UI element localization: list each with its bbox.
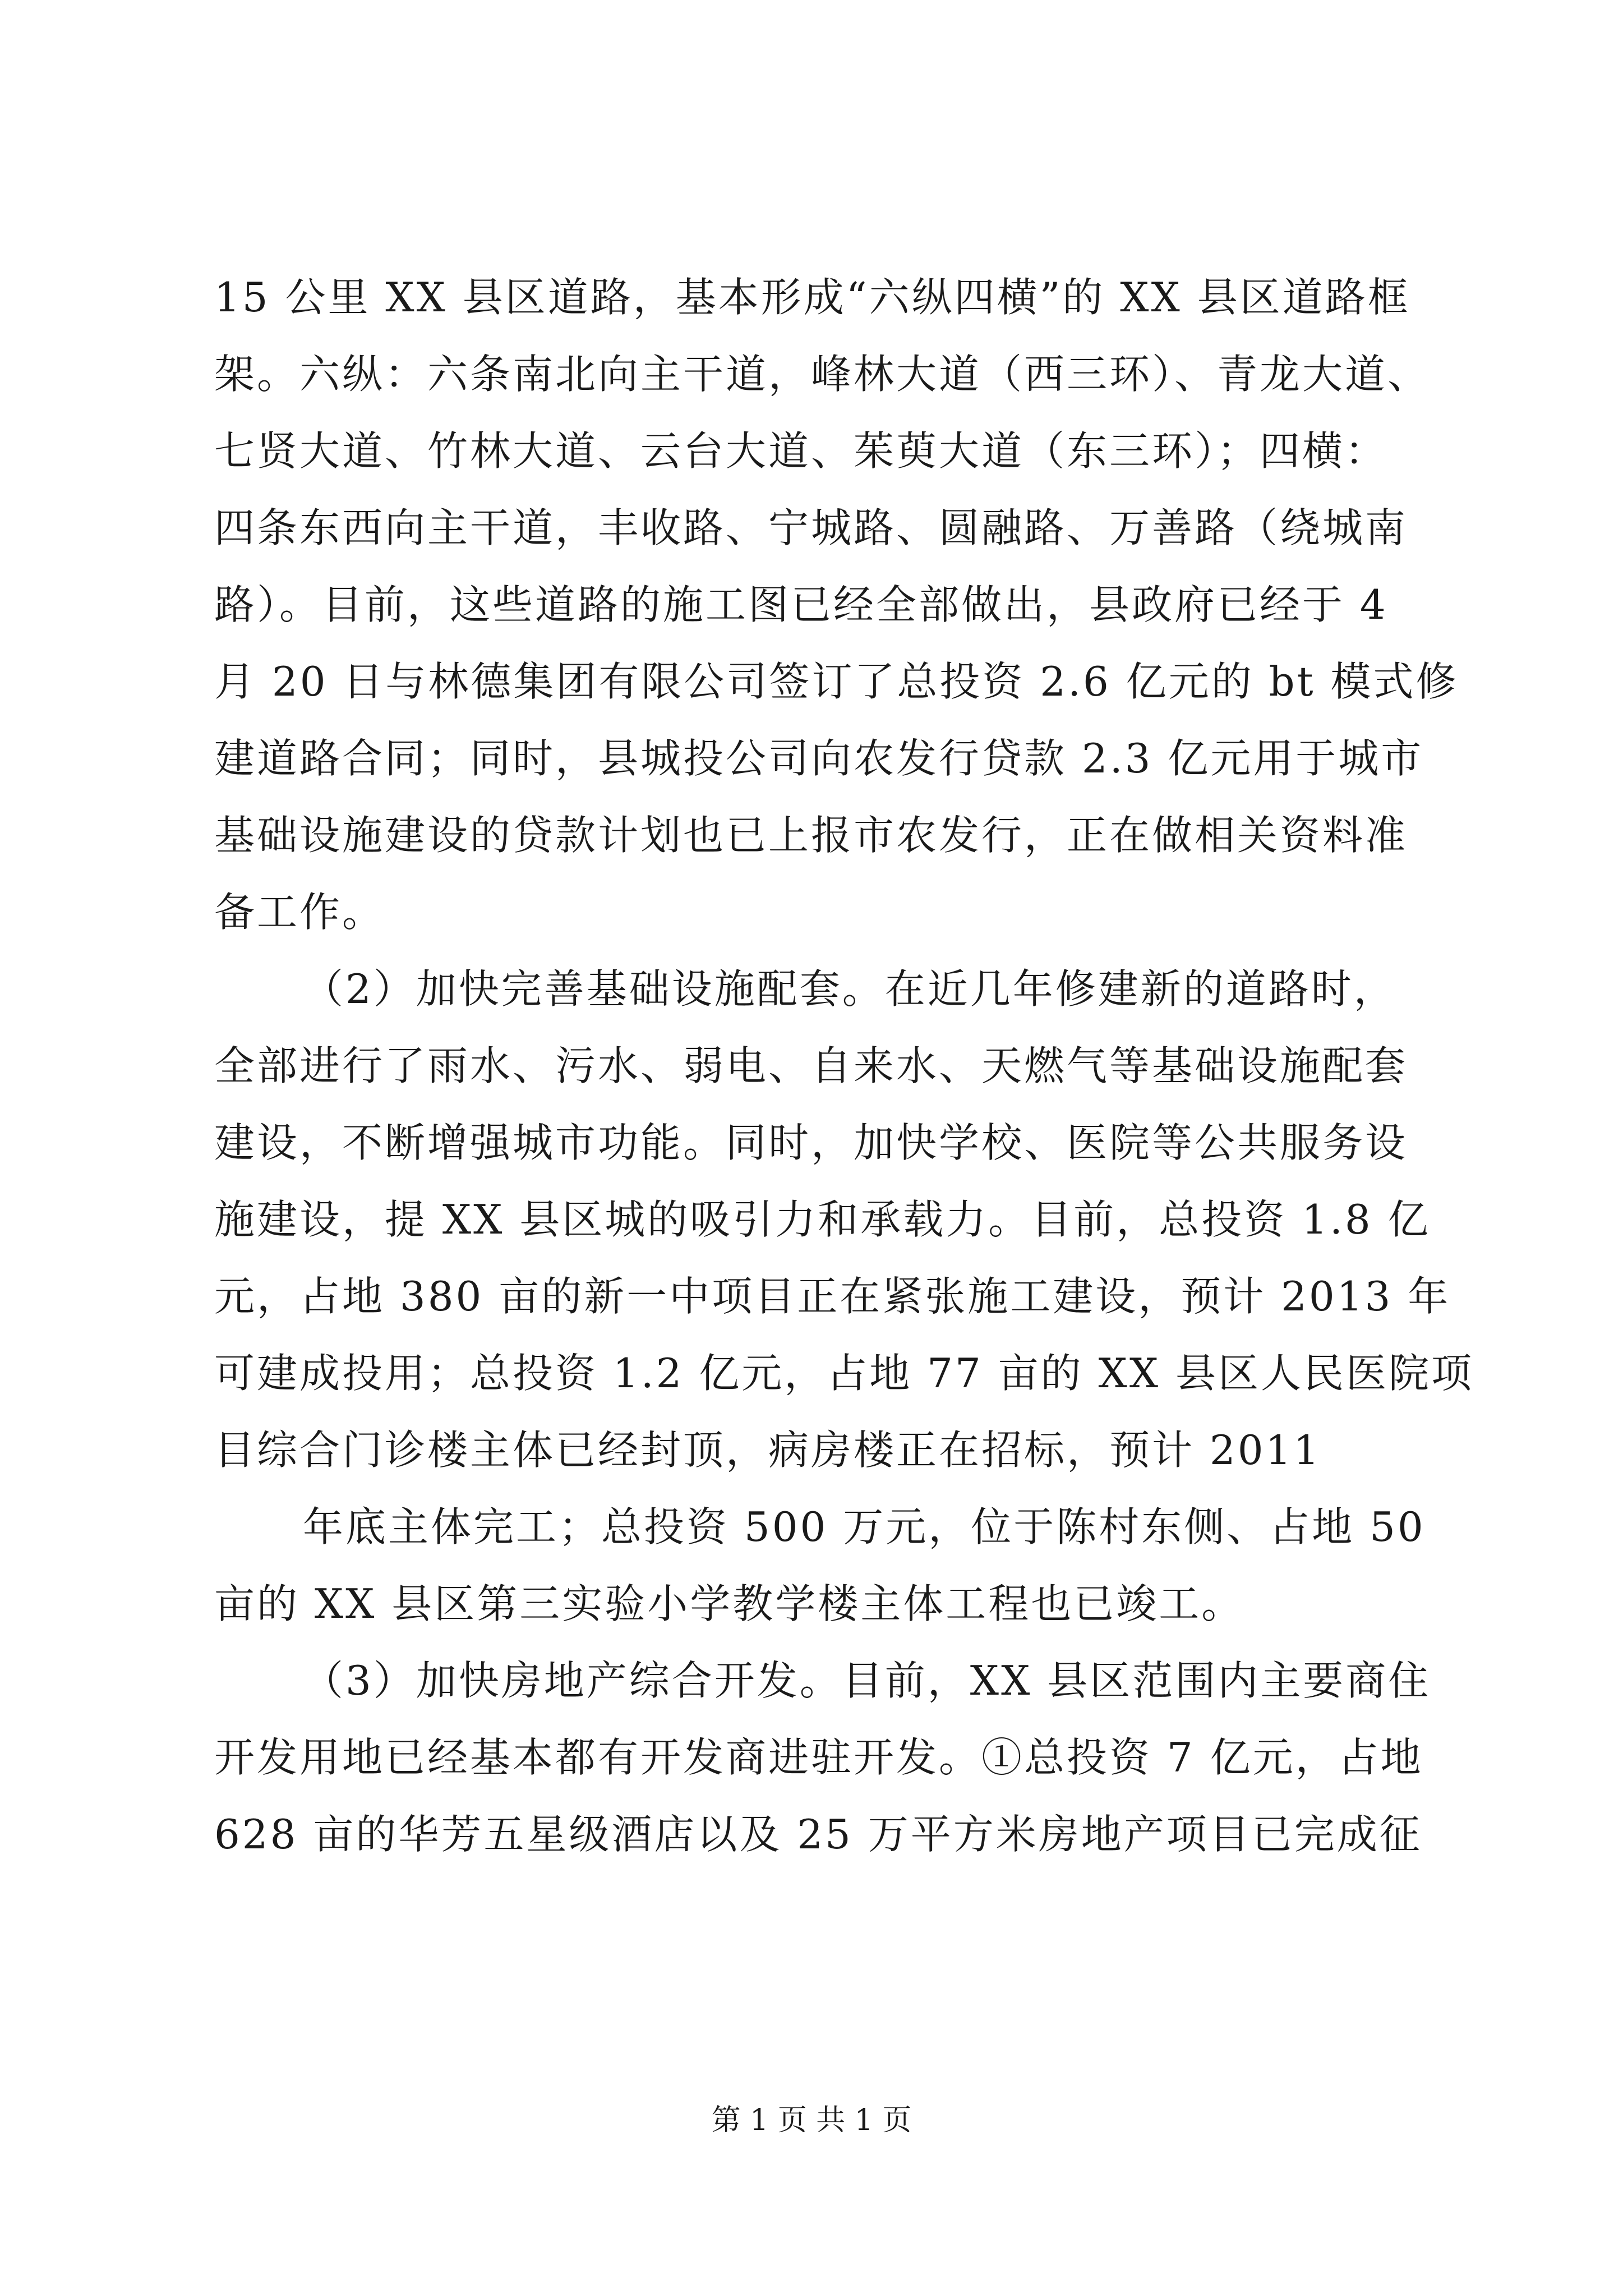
paragraph-line: 七贤大道、竹林大道、云台大道、茱萸大道（东三环）；四横： <box>214 427 1388 475</box>
page-footer: 第 1 页 共 1 页 <box>711 2104 912 2137</box>
paragraph-line: 基础设施建设的贷款计划也已上报市农发行，正在做相关资料准 <box>214 812 1408 859</box>
paragraph-line: 亩的 XX 县区第三实验小学教学楼主体工程也已竣工。 <box>214 1580 1244 1627</box>
paragraph-line: 架。六纵：六条南北向主干道，峰林大道（西三环）、青龙大道、 <box>214 351 1431 398</box>
paragraph-line: 目综合门诊楼主体已经封顶，病房楼正在招标，预计 2011 <box>214 1427 1322 1474</box>
paragraph-line: 施建设，提 XX 县区城的吸引力和承载力。目前，总投资 1.8 亿 <box>214 1196 1431 1243</box>
paragraph-line: 建设，不断增强城市功能。同时，加快学校、医院等公共服务设 <box>214 1119 1408 1166</box>
paragraph-line: 开发用地已经基本都有开发商进驻开发。①总投资 7 亿元，占地 <box>214 1734 1423 1781</box>
paragraph-line: 四条东西向主干道，丰收路、宁城路、圆融路、万善路（绕城南 <box>214 504 1408 551</box>
paragraph-line: 元，占地 380 亩的新一中项目正在紧张施工建设，预计 2013 年 <box>214 1273 1451 1320</box>
paragraph-line: 15 公里 XX 县区道路，基本形成“六纵四横”的 XX 县区道路框 <box>214 274 1410 321</box>
paragraph-line: 路）。目前，这些道路的施工图已经全部做出，县政府已经于 4 <box>214 581 1388 628</box>
paragraph-line: （3）加快房地产综合开发。目前，XX 县区范围内主要商住 <box>303 1657 1431 1704</box>
paragraph-line: 年底主体完工；总投资 500 万元，位于陈村东侧、占地 50 <box>303 1503 1426 1550</box>
paragraph-line: 628 亩的华芳五星级酒店以及 25 万平方米房地产项目已完成征 <box>214 1811 1422 1858</box>
paragraph-line: 全部进行了雨水、污水、弱电、自来水、天燃气等基础设施配套 <box>214 1042 1408 1089</box>
paragraph-line: （2）加快完善基础设施配套。在近几年修建新的道路时， <box>303 965 1396 1013</box>
paragraph-line: 建道路合同；同时，县城投公司向农发行贷款 2.3 亿元用于城市 <box>214 735 1424 782</box>
paragraph-line: 可建成投用；总投资 1.2 亿元，占地 77 亩的 XX 县区人民医院项 <box>214 1350 1474 1397</box>
paragraph-line: 备工作。 <box>214 889 385 936</box>
paragraph-line: 月 20 日与林德集团有限公司签订了总投资 2.6 亿元的 bt 模式修 <box>214 658 1459 705</box>
